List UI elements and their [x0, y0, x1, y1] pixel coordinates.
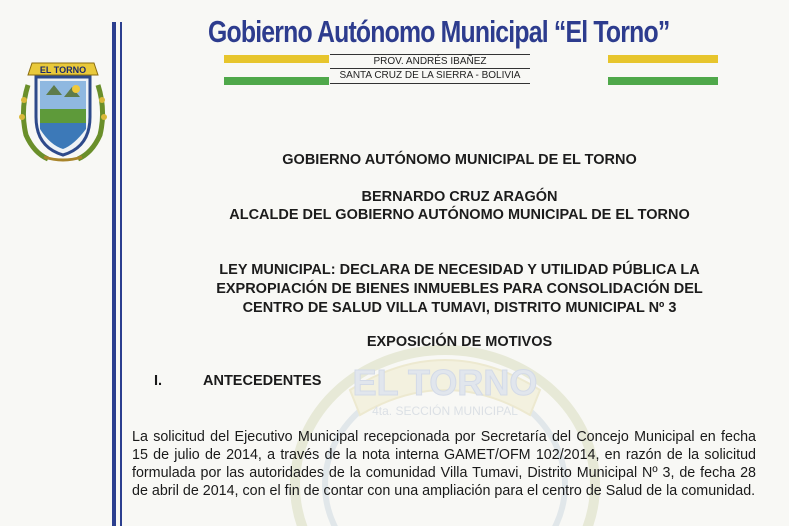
- law-title-line-3: CENTRO DE SALUD VILLA TUMAVI, DISTRITO MUNICIPAL Nº 3: [242, 300, 677, 316]
- motives-heading: EXPOSICIÓN DE MOTIVOS: [366, 334, 553, 350]
- letterhead-location: SANTA CRUZ DE LA SIERRA - BOLIVIA: [339, 70, 521, 81]
- header-stripe-yellow-right: [608, 55, 718, 63]
- municipal-coat-of-arms: [14, 55, 112, 163]
- watermark-subtext: 4ta. SECCIÓN MUNICIPAL: [372, 404, 518, 418]
- letterhead-province: PROV. ANDRÉS IBAÑEZ: [373, 56, 487, 67]
- header-divider-top: [330, 54, 530, 55]
- left-margin-rule: [112, 22, 116, 526]
- antecedentes-paragraph: La solicitud del Ejecutivo Municipal recepcionada por Secretaría del Concejo Municipal en fecha 15 de julio de 2014, a través de la nota interna GAMET/OFM 102/2014, en razón de la solicitud formulada por las autoridades de la comunidad Villa Tumavi, Distrito Municipal Nº 3, de fecha 28 de abril de 2014, con el fin de contar con una ampliación para el centro de Salud de la comunidad.: [132, 429, 756, 499]
- seal-banner-text: EL TORNO: [39, 65, 87, 75]
- section-number: I.: [154, 373, 163, 389]
- mayor-name: BERNARDO CRUZ ARAGÓN: [361, 189, 558, 205]
- mayor-title: ALCALDE DEL GOBIERNO AUTÓNOMO MUNICIPAL DE EL TORNO: [229, 207, 690, 223]
- header-divider-middle: [330, 68, 530, 69]
- header-stripe-green-left: [224, 77, 329, 85]
- header-stripe-green-right: [608, 77, 718, 85]
- section-title: ANTECEDENTES: [203, 373, 322, 389]
- law-title-line-1: LEY MUNICIPAL: DECLARA DE NECESIDAD Y UTILIDAD PÚBLICA LA: [219, 262, 700, 278]
- org-heading: GOBIERNO AUTÓNOMO MUNICIPAL DE EL TORNO: [282, 152, 637, 168]
- law-title-line-2: EXPROPIACIÓN DE BIENES INMUEBLES PARA CONSOLIDACIÓN DEL: [216, 281, 703, 297]
- header-stripe-yellow-left: [224, 55, 329, 63]
- watermark-text: EL TORNO: [352, 362, 538, 403]
- letterhead-title: Gobierno Autónomo Municipal “El Torno”: [208, 14, 670, 49]
- header-divider-bottom: [330, 83, 530, 84]
- left-margin-rule-thin: [120, 22, 122, 526]
